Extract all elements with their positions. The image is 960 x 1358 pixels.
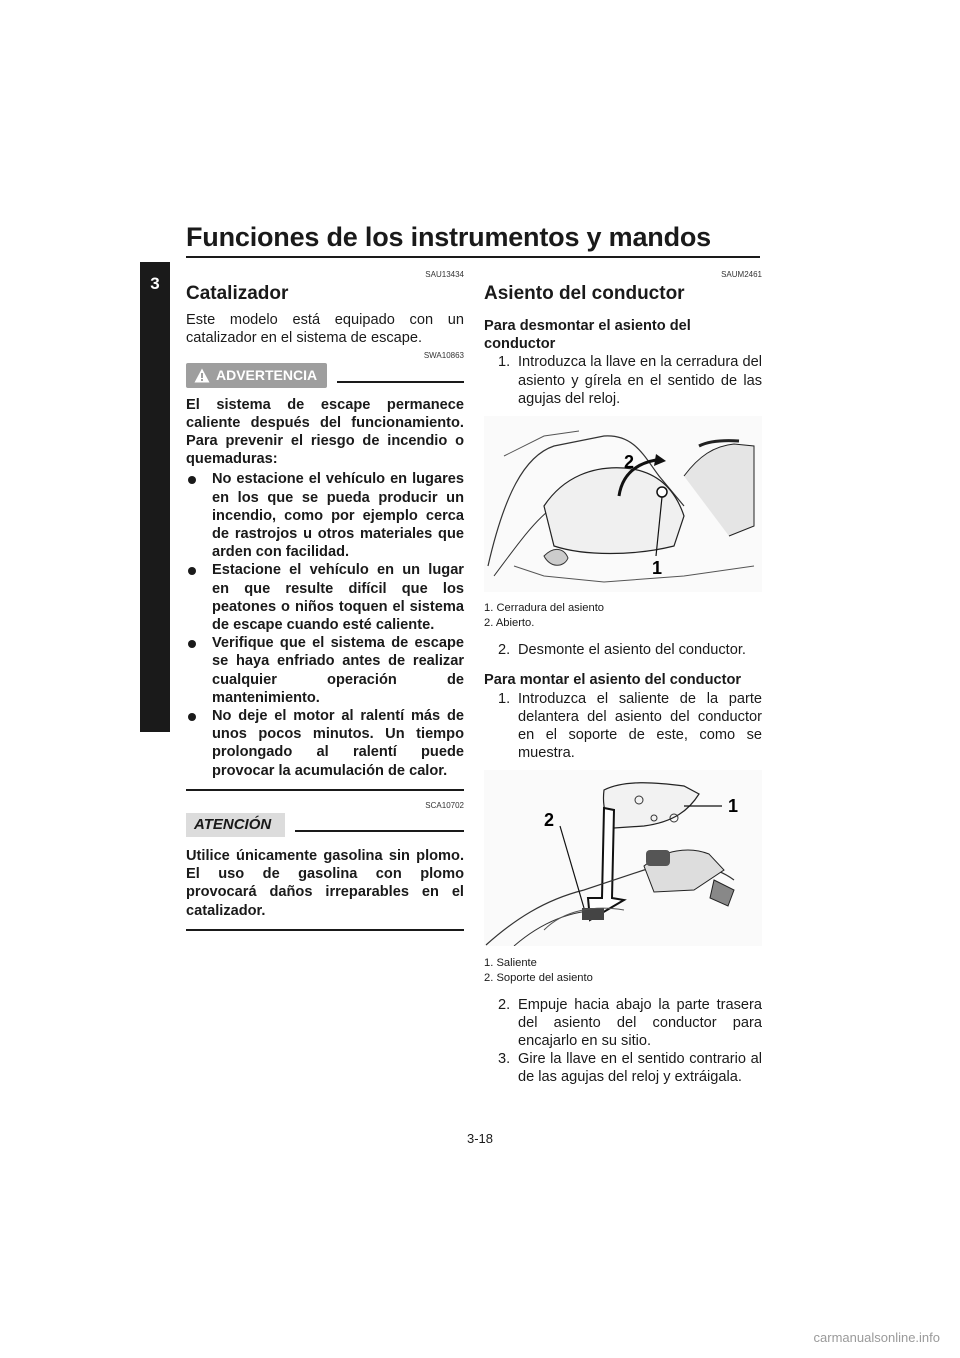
step-text: Gire la llave en el sentido contrario al de las agujas del reloj y extráigala. — [518, 1051, 762, 1086]
caution-badge: ATENCIÓN — [186, 813, 285, 837]
remove-step-1 — [484, 353, 762, 408]
right-column — [484, 270, 762, 1087]
seat-lock-illustration — [484, 416, 762, 592]
remove-steps — [484, 353, 762, 408]
watermark: carmanualsonline.info — [813, 1330, 940, 1345]
install-step-3 — [484, 1050, 762, 1086]
caption-line: 2. Abierto. — [484, 617, 535, 630]
step-number: 2. — [498, 996, 511, 1013]
warning-badge — [186, 363, 327, 387]
callout-2: 2 — [544, 810, 555, 831]
install-step-2 — [484, 996, 762, 1051]
step-text: Empuje hacia abajo la parte trasera del asiento del conductor para encajarlo en su sitio. — [518, 996, 762, 1050]
page-title: Funciones de los instrumentos y mandos — [186, 222, 711, 252]
caution-header — [186, 813, 464, 837]
figure-caption-1 — [484, 601, 762, 631]
step-number: 3. — [498, 1051, 511, 1068]
install-heading: Para montar el asiento del conductor — [484, 672, 742, 689]
caution-header-rule — [295, 830, 464, 832]
seat-install-illustration — [484, 770, 762, 946]
section-code-seat: SAUM2461 — [721, 270, 762, 279]
step-text: Introduzca la llave en la cerradura del asiento y gírela en el sentido de las agujas del reloj. — [518, 354, 762, 407]
warning-intro: El sistema de escape permanece caliente después del funcionamiento. Para prevenir el riesgo de incendio o quemaduras: — [186, 396, 464, 468]
step-number: 1. — [498, 354, 511, 371]
warning-label: ADVERTENCIA — [216, 367, 318, 384]
remove-steps-continued — [484, 641, 762, 659]
callout-1: 1 — [652, 558, 663, 579]
warning-header-rule — [337, 381, 464, 383]
caution-text: Utilice únicamente gasolina sin plomo. El uso de gasolina con plomo provocará daños irreparables en el catalizador. — [186, 848, 464, 919]
catalizador-body: Este modelo está equipado con un catalizador en el sistema de escape. — [186, 312, 464, 347]
warning-header — [186, 363, 464, 387]
chapter-tab: 3 — [140, 262, 170, 732]
caution-code: SCA10702 — [425, 800, 464, 810]
warning-triangle-icon — [194, 368, 210, 383]
figure-caption-2 — [484, 956, 762, 986]
caution-end-rule — [186, 929, 464, 931]
install-steps-continued — [484, 996, 762, 1087]
section-title-seat: Asiento del conductor — [484, 283, 685, 304]
step-text: Introduzca el saliente de la parte delantera del asiento del conductor en el soporte de este, como se muestra. — [518, 690, 762, 762]
left-column — [186, 270, 464, 931]
step-number: 2. — [498, 642, 511, 659]
warning-end-rule — [186, 789, 464, 791]
step-number: 1. — [498, 690, 511, 707]
warning-bullet: Verifique que el sistema de escape se haya enfriado antes de realizar cualquier operación de mantenimiento. — [186, 634, 464, 707]
warning-bullet: No deje el motor al ralentí más de unos pocos minutos. Un tiempo prolongado al ralentí puede provocar la acumulación de calor. — [186, 707, 464, 780]
install-step-1 — [484, 690, 762, 763]
page-number: 3-18 — [466, 1131, 494, 1146]
callout-1: 1 — [728, 796, 739, 817]
callout-2: 2 — [624, 452, 635, 473]
section-code: SAU13434 — [425, 270, 464, 279]
caption-line: 1. Cerradura del asiento — [484, 602, 605, 615]
warning-code: SWA10863 — [423, 351, 464, 361]
caption-line: 1. Saliente — [484, 956, 537, 969]
install-steps — [484, 690, 762, 763]
warning-bullet-list — [186, 470, 464, 779]
step-text: Desmonte el asiento del conductor. — [518, 642, 746, 659]
section-title-catalizador: Catalizador — [186, 283, 289, 304]
caption-line: 2. Soporte del asiento — [484, 971, 593, 984]
warning-bullet: Estacione el vehículo en un lugar en que resulte difícil que los peatones o niños toquen el sistema de escape cuando esté caliente. — [186, 561, 464, 634]
remove-heading: Para desmontar el asiento del conductor — [484, 318, 691, 353]
remove-step-2 — [484, 641, 762, 659]
title-rule — [186, 256, 760, 258]
warning-bullet: No estacione el vehículo en lugares en los que se pueda producir un incendio, como por ejemplo cerca de rastrojos u otros materiales que arden con facilidad. — [186, 470, 464, 561]
